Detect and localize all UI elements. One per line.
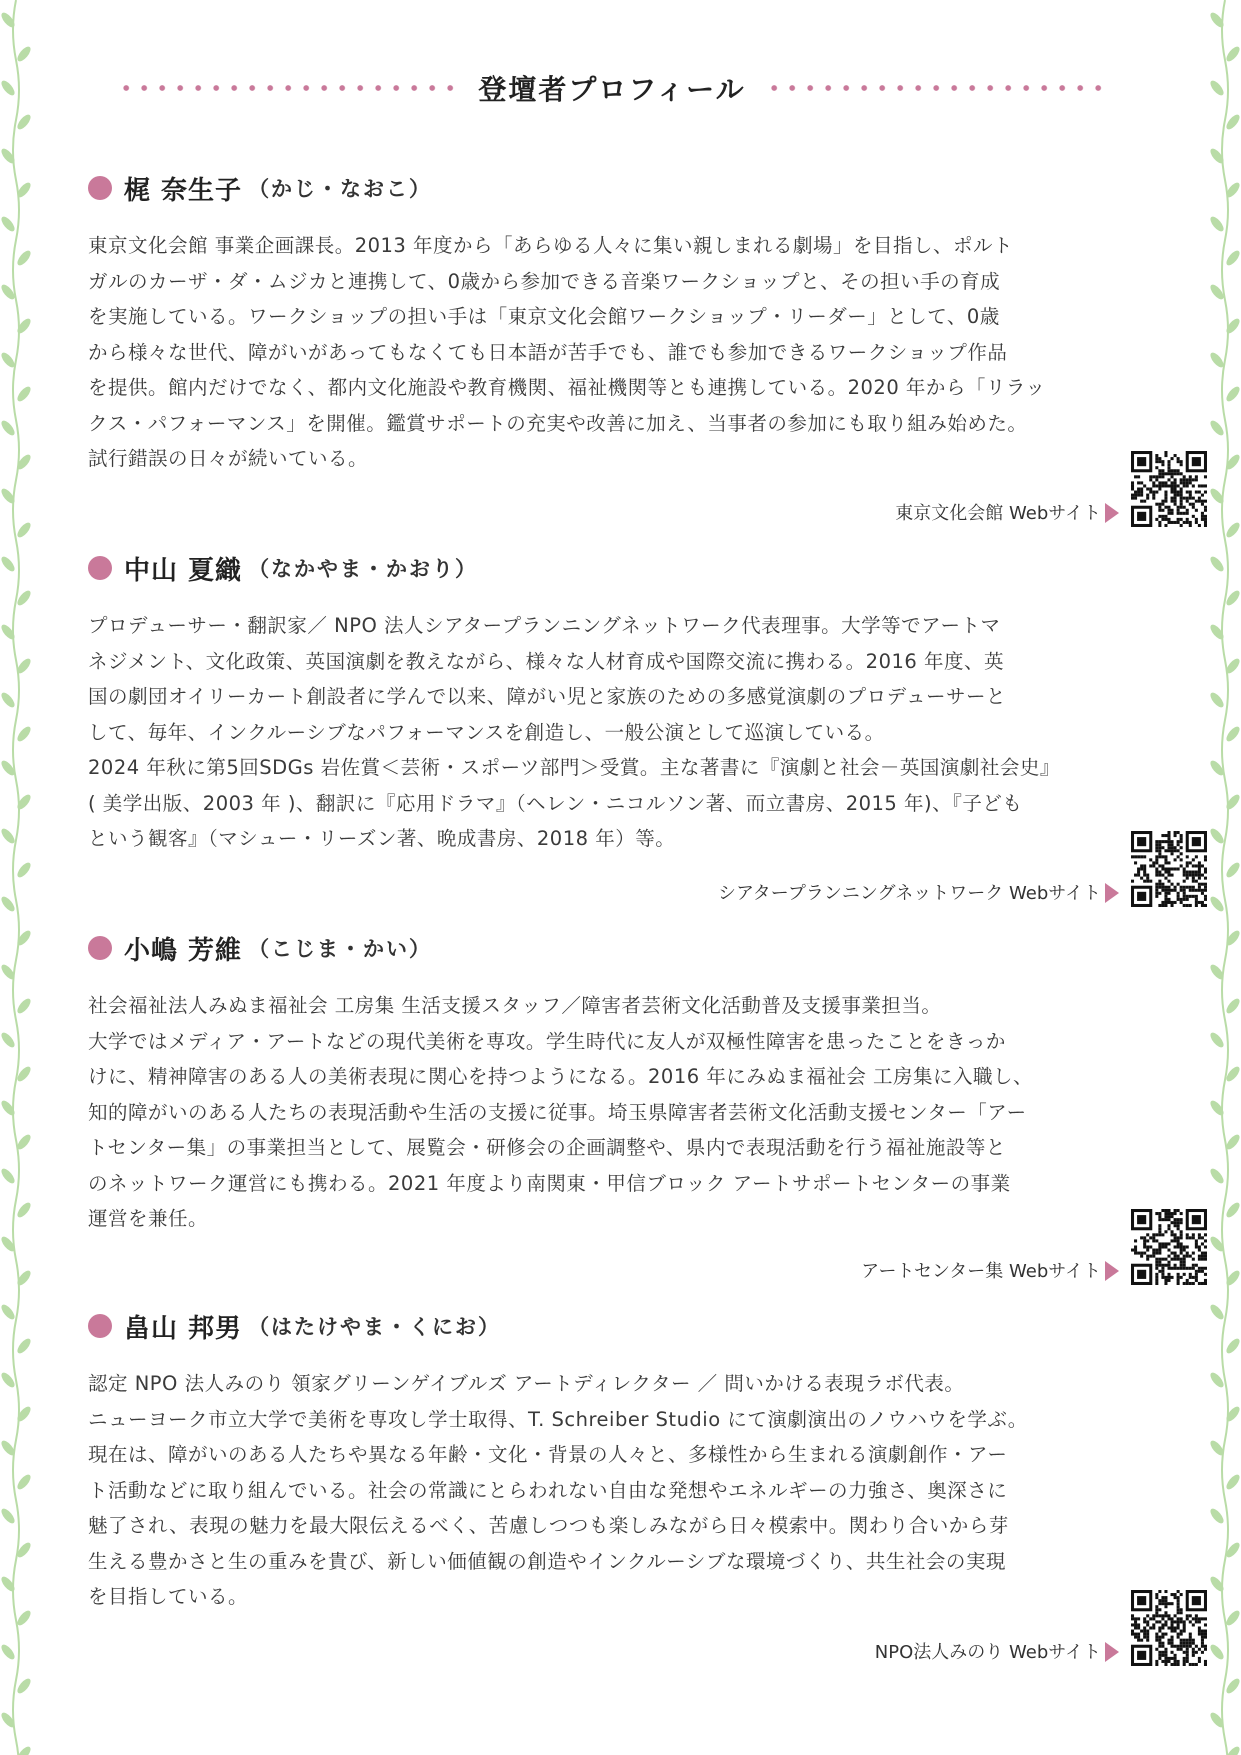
- page-title: 登壇者プロフィール: [478, 73, 746, 106]
- arrow-right-icon: [1105, 1261, 1119, 1281]
- website-link-label[interactable]: アートセンター集 Webサイト: [861, 1261, 1101, 1282]
- profile-heading: [88, 1306, 1158, 1346]
- dotted-rule-left: [112, 85, 464, 91]
- speaker-name: 畠山 邦男: [124, 1313, 243, 1344]
- vine-border-left: [0, 0, 40, 1755]
- website-link-label[interactable]: NPO法人みのり Webサイト: [874, 1642, 1101, 1663]
- bullet-icon: [88, 936, 112, 960]
- speaker-name: 中山 夏織: [124, 555, 243, 586]
- qr-code-icon[interactable]: [1131, 831, 1207, 907]
- website-link-hatakeyama[interactable]: [875, 1590, 1207, 1666]
- profile-heading: [88, 928, 1158, 968]
- website-link-label[interactable]: 東京文化会館 Webサイト: [895, 503, 1101, 524]
- speaker-bio: プロデューサー・翻訳家／ NPO 法人シアタープランニングネットワーク代表理事。大学等でアートマ ネジメント、文化政策、英国演劇を教えながら、様々な人材育成や国際交流に携わる。2016 年度、英 国の劇団オイリーカート創設者に学んで以来、障がい児と家族のための多感覚演劇のプロデューサーと して、毎年、インクルーシブなパフォーマンスを創造し、一般公演として巡演している。 2024 年秋に第5回SDGs 岩佐賞＜芸術・スポーツ部門＞受賞。主な著書に『演劇と社会－英国演劇社会史』 ( 美学出版、2003 年 )、翻訳に『応用ドラマ』（ヘレン・ニコルソン著、而立書房、2015 年)、『子ども という観客』（マシュー・リーズン著、晩成書房、2018 年）等。: [88, 614, 1060, 850]
- speaker-name-kana: （かじ・なおこ）: [248, 177, 433, 201]
- profile-heading: [88, 548, 1158, 588]
- bullet-icon: [88, 1314, 112, 1338]
- arrow-right-icon: [1105, 503, 1119, 523]
- vine-border-right: [1201, 0, 1241, 1755]
- speaker-bio: 東京文化会館 事業企画課長。2013 年度から「あらゆる人々に集い親しまれる劇場」を目指し、ポルト ガルのカーザ・ダ・ムジカと連携して、0歳から参加できる音楽ワークショップと、その担い手の育成 を実施している。ワークショップの担い手は「東京文化会館ワークショップ・リーダー」として、0歳 から様々な世代、障がいがあってもなくても日本語が苦手でも、誰でも参加できるワークショップ作品 を提供。館内だけでなく、都内文化施設や教育機関、福祉機関等とも連携している。2020 年から「リラッ クス・パフォーマンス」を開催。鑑賞サポートの充実や改善に加え、当事者の参加にも取り組み始めた。 試行錯誤の日々が続いている。: [88, 234, 1046, 470]
- profile-kaji: [88, 168, 1158, 477]
- qr-code-icon[interactable]: [1131, 1209, 1207, 1285]
- qr-code-icon[interactable]: [1131, 451, 1207, 527]
- website-link-label[interactable]: シアタープランニングネットワーク Webサイト: [717, 883, 1101, 904]
- speaker-name-kana: （なかやま・かおり）: [248, 557, 479, 581]
- profile-heading: [88, 168, 1158, 208]
- website-link-nakayama[interactable]: [718, 831, 1207, 907]
- profile-kojima: [88, 928, 1158, 1237]
- arrow-right-icon: [1105, 1642, 1119, 1662]
- page-header: [112, 68, 1112, 108]
- bullet-icon: [88, 176, 112, 200]
- profile-nakayama: [88, 548, 1158, 857]
- speaker-name-kana: （はたけやま・くにお）: [248, 1315, 502, 1339]
- website-link-kojima[interactable]: [861, 1209, 1207, 1285]
- arrow-right-icon: [1105, 883, 1119, 903]
- speaker-bio: 認定 NPO 法人みのり 領家グリーンゲイブルズ アートディレクター ／ 問いかける表現ラボ代表。 ニューヨーク市立大学で美術を専攻し学士取得、T. Schreiber Studio にて演劇演出のノウハウを学ぶ。 現在は、障がいのある人たちや異なる年齢・文化・背景の人々と、多様性から生まれる演劇創作・アー ト活動などに取り組んでいる。社会の常識にとらわれない自由な発想やエネルギーの力強さ、奥深さに 魅了され、表現の魅力を最大限伝えるべく、苦慮しつつも楽しみながら日々模索中。関わり合いから芽 生える豊かさと生の重みを貴び、新しい価値観の創造やインクルーシブな環境づくり、共生社会の実現 を目指している。: [88, 1372, 1028, 1608]
- speaker-name: 梶 奈生子: [124, 175, 243, 206]
- dotted-rule-right: [760, 85, 1112, 91]
- website-link-kaji[interactable]: [895, 451, 1207, 527]
- bullet-icon: [88, 556, 112, 580]
- profile-hatakeyama: [88, 1306, 1158, 1615]
- qr-code-icon[interactable]: [1131, 1590, 1207, 1666]
- speaker-name: 小嶋 芳維: [124, 935, 243, 966]
- speaker-bio: 社会福祉法人みぬま福祉会 工房集 生活支援スタッフ／障害者芸術文化活動普及支援事業担当。 大学ではメディア・アートなどの現代美術を専攻。学生時代に友人が双極性障害を患ったことをきっか けに、精神障害のある人の美術表現に関心を持つようになる。2016 年にみぬま福祉会 工房集に入職し、 知的障がいのある人たちの表現活動や生活の支援に従事。埼玉県障害者芸術文化活動支援センター「アー トセンター集」の事業担当として、展覧会・研修会の企画調整や、県内で表現活動を行う福祉施設等と のネットワーク運営にも携わる。2021 年度より南関東・甲信ブロック アートサポートセンターの事業 運営を兼任。: [88, 994, 1034, 1230]
- speaker-name-kana: （こじま・かい）: [248, 937, 433, 961]
